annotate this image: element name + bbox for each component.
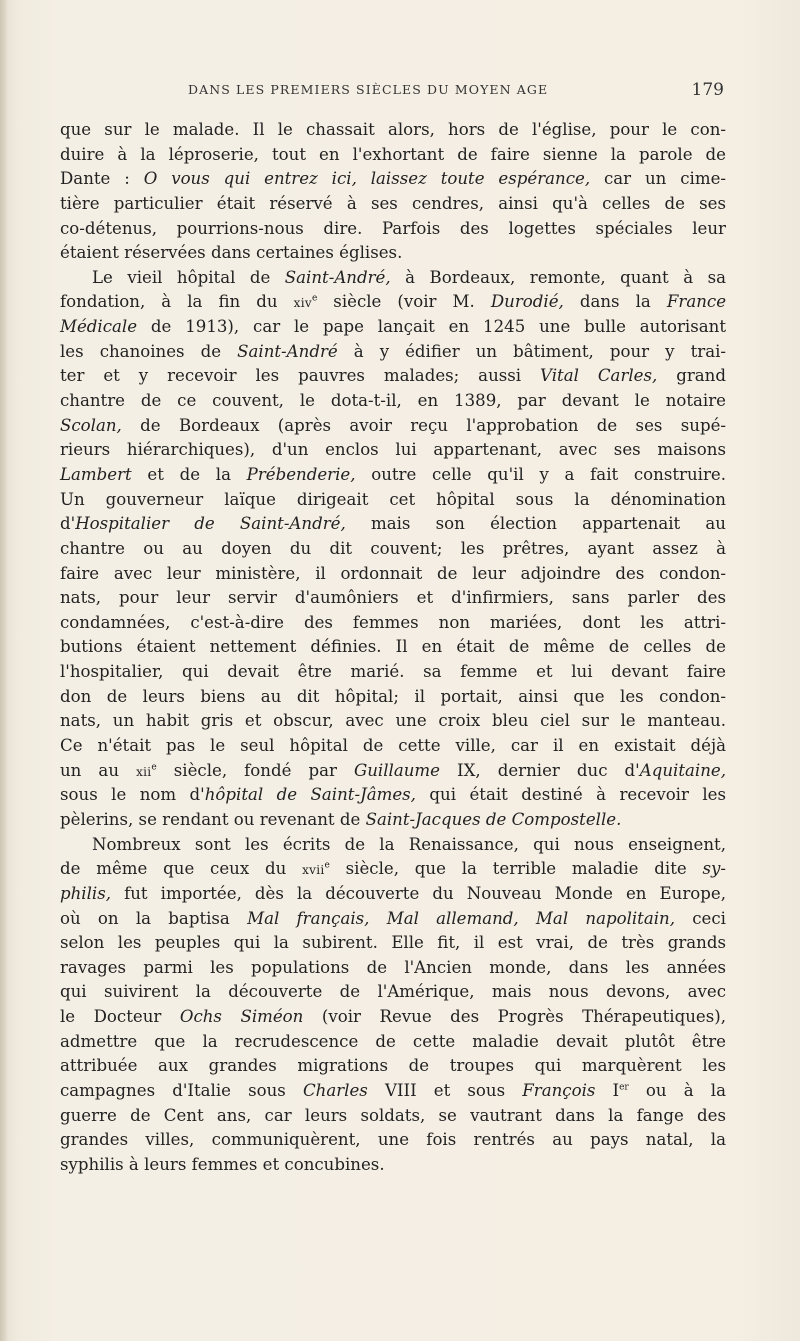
- text-line: [60, 266, 726, 291]
- text-line: [60, 143, 726, 168]
- text-run: de 1913), car le pape lançait en 1245 une bulle autorisant: [137, 317, 726, 337]
- text-line: [60, 931, 726, 956]
- text-line: [60, 1104, 726, 1129]
- italic-run: François: [522, 1080, 596, 1100]
- superscript-run: e: [151, 762, 157, 773]
- text-line: [60, 192, 726, 217]
- text-run: car un cime-: [590, 169, 726, 189]
- text-line: [60, 241, 726, 266]
- text-line: [60, 562, 726, 587]
- text-line: [60, 1030, 726, 1055]
- text-line: [60, 660, 726, 685]
- text-run: qui était destiné à recevoir les: [415, 785, 726, 805]
- paragraph: [60, 266, 726, 833]
- text-run: Ce n'était pas le seul hôpital de cette ville, car il en existait déjà: [60, 736, 726, 756]
- text-run: (voir Revue des Progrès Thérapeutiques),: [303, 1007, 726, 1027]
- italic-run: sy-: [702, 859, 726, 879]
- text-run: syphilis à leurs femmes et concubines.: [60, 1154, 385, 1174]
- text-line: [60, 783, 726, 808]
- text-run: Dante :: [60, 169, 144, 189]
- text-run: I: [595, 1080, 620, 1100]
- text-run: nats, un habit gris et obscur, avec une croix bleu ciel sur le manteau.: [60, 711, 726, 731]
- text-run: co-détenus, pourrions-nous dire. Parfois des logettes spéciales leur: [60, 218, 726, 238]
- paragraph: [60, 118, 726, 266]
- text-line: [60, 438, 726, 463]
- text-run: d': [60, 514, 76, 534]
- text-run: selon les peuples qui la subirent. Elle fit, il est vrai, de très grands: [60, 933, 726, 953]
- italic-run: Médicale: [60, 317, 138, 337]
- text-line: [60, 389, 726, 414]
- text-line: [60, 611, 726, 636]
- running-title: DANS LES PREMIERS SIÈCLES DU MOYEN AGE: [188, 82, 549, 97]
- italic-run: Durodié,: [490, 292, 564, 312]
- text-run: le Docteur: [60, 1007, 180, 1027]
- text-run: tière particulier était réservé à ses cendres, ainsi qu'à celles de ses: [60, 193, 726, 213]
- italic-run: O vous qui entrez ici, laissez toute espérance,: [143, 169, 591, 189]
- italic-run: France: [666, 292, 727, 312]
- page-number: 179: [691, 80, 724, 100]
- text-line: [60, 167, 726, 192]
- text-line: [60, 1128, 726, 1153]
- text-run: à Bordeaux, remonte, quant à sa: [390, 267, 726, 287]
- text-line: [60, 586, 726, 611]
- text-run: à y édifier un bâtiment, pour y trai-: [337, 341, 726, 361]
- text-run: IX, dernier duc d': [439, 760, 640, 780]
- text-line: [60, 340, 726, 365]
- text-run: guerre de Cent ans, car leurs soldats, se vautrant dans la fange des: [60, 1105, 726, 1125]
- superscript-run: e: [311, 293, 318, 304]
- body-text: [60, 118, 726, 1178]
- superscript-run: e: [324, 860, 330, 871]
- italic-run: Prébenderie,: [246, 464, 356, 484]
- text-run: xii: [136, 764, 152, 779]
- text-line: [60, 512, 726, 537]
- text-line: [60, 414, 726, 439]
- text-line: [60, 759, 726, 784]
- text-run: de Bordeaux (après avoir reçu l'approbation de ses supé-: [121, 415, 726, 435]
- text-line: [60, 808, 726, 833]
- italic-run: philis,: [60, 883, 112, 903]
- text-run: étaient réservées dans certaines églises.: [60, 243, 403, 263]
- text-line: [60, 956, 726, 981]
- text-run: nats, pour leur servir d'aumôniers et d'infirmiers, sans parler des: [60, 588, 726, 608]
- italic-run: Aquitaine,: [639, 760, 726, 780]
- text-run: rieurs hiérarchiques), d'un enclos lui appartenant, avec ses maisons: [60, 440, 726, 460]
- italic-run: Charles: [302, 1080, 368, 1100]
- text-run: fondation, à la fin du: [60, 292, 294, 312]
- text-run: Un gouverneur laïque dirigeait cet hôpital sous la dénomination: [60, 489, 726, 509]
- italic-run: Lambert: [60, 464, 132, 484]
- text-run: siècle (voir M.: [317, 292, 491, 312]
- italic-run: Saint-Jacques de Compostelle.: [365, 809, 622, 829]
- text-run: admettre que la recrudescence de cette maladie devait plutôt être: [60, 1031, 726, 1051]
- text-line: [60, 1005, 726, 1030]
- text-run: outre celle qu'il y a fait construire.: [355, 464, 726, 484]
- italic-run: Ochs Siméon: [179, 1007, 304, 1027]
- text-line: [60, 537, 726, 562]
- text-run: l'hospitalier, qui devait être marié. sa femme et lui devant faire: [60, 662, 726, 682]
- text-run: grandes villes, communiquèrent, une fois rentrés au pays natal, la: [60, 1130, 726, 1150]
- text-run: condamnées, c'est-à-dire des femmes non mariées, dont les attri-: [60, 612, 726, 632]
- text-line: [60, 857, 726, 882]
- text-run: xvii: [302, 863, 325, 878]
- running-head: [60, 80, 724, 102]
- text-line: [60, 290, 726, 315]
- text-run: grand: [657, 366, 726, 386]
- text-line: [60, 1054, 726, 1079]
- text-run: Le vieil hôpital de: [92, 267, 285, 287]
- text-run: Nombreux sont les écrits de la Renaissance, qui nous enseignent,: [92, 834, 726, 854]
- text-run: un au: [60, 760, 137, 780]
- text-line: [60, 364, 726, 389]
- text-run: duire à la léproserie, tout en l'exhortant de faire sienne la parole de: [60, 144, 726, 164]
- text-run: mais son élection appartenait au: [345, 514, 726, 534]
- text-run: et de la: [131, 464, 247, 484]
- text-run: siècle, que la terrible maladie dite: [329, 859, 703, 879]
- text-run: xiv: [293, 296, 312, 311]
- text-run: don de leurs biens au dit hôpital; il portait, ainsi que les condon-: [60, 686, 726, 706]
- text-run: chantre ou au doyen du dit couvent; les prêtres, ayant assez à: [60, 538, 726, 558]
- italic-run: Saint-André,: [284, 267, 391, 287]
- text-run: dans la: [563, 292, 667, 312]
- paragraph: [60, 833, 726, 1178]
- text-run: butions étaient nettement définies. Il en était de même de celles de: [60, 637, 726, 657]
- italic-run: Hospitalier de Saint-André,: [75, 514, 346, 534]
- text-run: ravages parmi les populations de l'Ancien monde, dans les années: [60, 957, 726, 977]
- text-line: [60, 709, 726, 734]
- italic-run: Guillaume: [353, 760, 440, 780]
- text-run: de même que ceux du: [60, 859, 303, 879]
- text-run: faire avec leur ministère, il ordonnait de leur adjoindre des condon-: [60, 563, 726, 583]
- italic-run: Scolan,: [60, 415, 122, 435]
- text-run: fut importée, dès la découverte du Nouveau Monde en Europe,: [111, 883, 726, 903]
- text-run: VIII et sous: [367, 1080, 523, 1100]
- text-line: [60, 833, 726, 858]
- text-line: [60, 882, 726, 907]
- italic-run: Vital Carles,: [540, 366, 658, 386]
- text-line: [60, 217, 726, 242]
- text-line: [60, 980, 726, 1005]
- text-run: campagnes d'Italie sous: [60, 1080, 303, 1100]
- text-line: [60, 635, 726, 660]
- text-line: [60, 488, 726, 513]
- text-run: siècle, fondé par: [156, 760, 354, 780]
- text-run: ou à la: [628, 1080, 726, 1100]
- page-gutter-shadow: [0, 0, 8, 1341]
- text-run: où on la baptisa: [60, 908, 248, 928]
- italic-run: Saint-André: [237, 341, 338, 361]
- text-line: [60, 734, 726, 759]
- text-run: attribuée aux grandes migrations de troupes qui marquèrent les: [60, 1056, 726, 1076]
- text-line: [60, 685, 726, 710]
- text-run: ceci: [675, 908, 726, 928]
- text-line: [60, 1079, 726, 1104]
- text-run: sous le nom d': [60, 785, 205, 805]
- italic-run: Mal français, Mal allemand, Mal napolitain,: [247, 908, 676, 928]
- text-line: [60, 315, 726, 340]
- text-run: chantre de ce couvent, le dota-t-il, en 1389, par devant le notaire: [60, 391, 726, 411]
- text-run: que sur le malade. Il le chassait alors, hors de l'église, pour le con-: [60, 120, 726, 139]
- superscript-run: er: [619, 1082, 629, 1093]
- text-run: les chanoines de: [60, 341, 238, 361]
- text-run: ter et y recevoir les pauvres malades; aussi: [60, 366, 541, 386]
- text-run: pèlerins, se rendant ou revenant de: [60, 809, 366, 829]
- text-line: [60, 907, 726, 932]
- text-line: [60, 463, 726, 488]
- text-line: [60, 118, 726, 143]
- text-line: [60, 1153, 726, 1178]
- text-run: qui suivirent la découverte de l'Amérique, mais nous devons, avec: [60, 982, 726, 1002]
- italic-run: hôpital de Saint-Jâmes,: [204, 785, 416, 805]
